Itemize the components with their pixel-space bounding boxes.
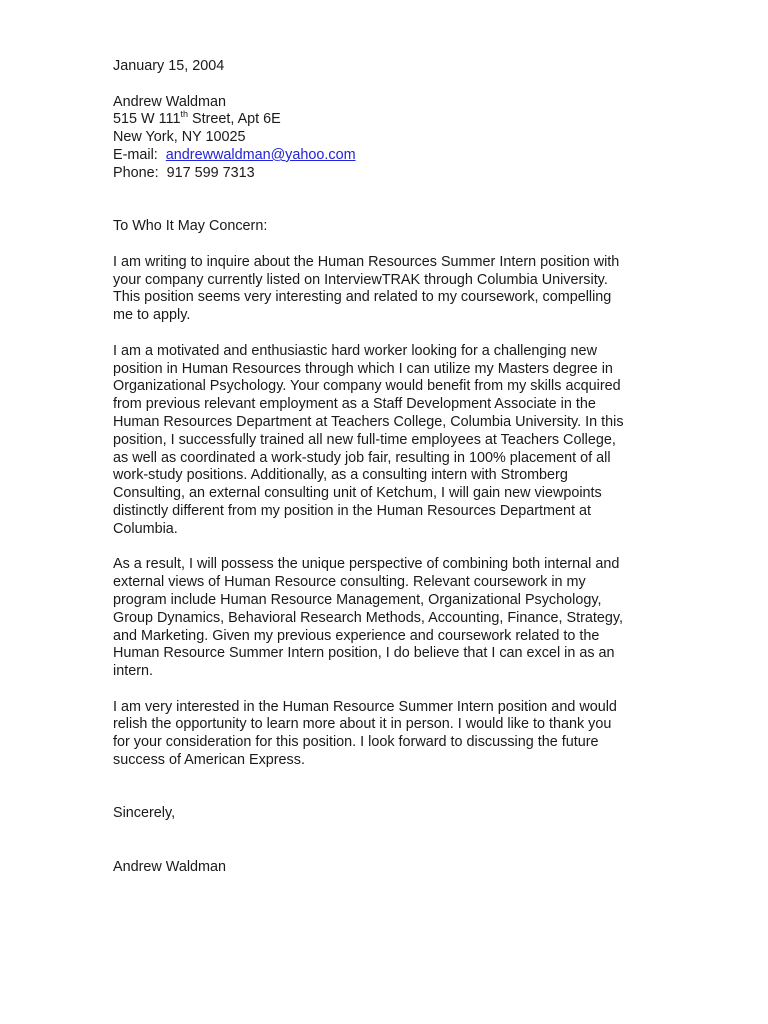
sender-address-block [113, 94, 653, 183]
closing: Sincerely, [113, 805, 176, 822]
sender-city: New York, NY 10025 [113, 129, 246, 146]
email-label: E-mail: [113, 146, 158, 163]
letter-page [113, 58, 653, 877]
paragraph-2: I am a motivated and enthusiastic hard worker looking for a challenging new position in Human Resources through which I can utilize my Masters degree in Organizational Psychology. Your company would benefit from my skills acquired from previous relevant employment as a Staff Development Associate in the Human Resources Department at Teachers College, Columbia University. In this position, I successfully trained all new full-time employees at Teachers College, as well as coordinated a work-study job fair, resulting in 100% placement of all work-study positions. Additionally, as a consulting intern with Stromberg Consulting, an external consulting unit of Ketchum, I will gain new viewpoints distinctly different from my position in the Human Resources Department at Columbia. [113, 342, 624, 537]
sender-name: Andrew Waldman [113, 93, 227, 110]
sender-phone-line [113, 165, 653, 183]
email-link[interactable]: andrewwaldman@yahoo.com [165, 146, 356, 163]
paragraph-3: As a result, I will possess the unique perspective of combining both internal and external views of Human Resource consulting. Relevant coursework in my program include Human Resource Management, Organizational Psychology, Group Dynamics, Behavioral Research Methods, Accounting, Finance, Strategy, and Marketing. Given my previous experience and coursework related to the Human Resource Summer Intern position, I do believe that I can excel in as an intern. [113, 556, 624, 680]
salutation: To Who It May Concern: [113, 218, 268, 235]
paragraph-4: I am very interested in the Human Resource Summer Intern position and would relish the opportunity to learn more about it in person. I would like to thank you for your consideration for this position. I look forward to discussing the future success of American Express. [113, 698, 617, 769]
letter-date: January 15, 2004 [113, 58, 225, 74]
sender-email-line [113, 147, 653, 165]
phone-number: 917 599 7313 [166, 164, 255, 181]
phone-label: Phone: [113, 164, 159, 181]
ordinal-suffix: th [180, 108, 188, 119]
sender-street: 515 W 111th Street, Apt 6E [113, 108, 281, 128]
signature-name: Andrew Waldman [113, 858, 227, 875]
paragraph-1: I am writing to inquire about the Human Resources Summer Intern position with your company currently listed on InterviewTRAK through Columbia University. This position seems very interesting and related to my coursework, compelling me to apply. [113, 253, 620, 324]
